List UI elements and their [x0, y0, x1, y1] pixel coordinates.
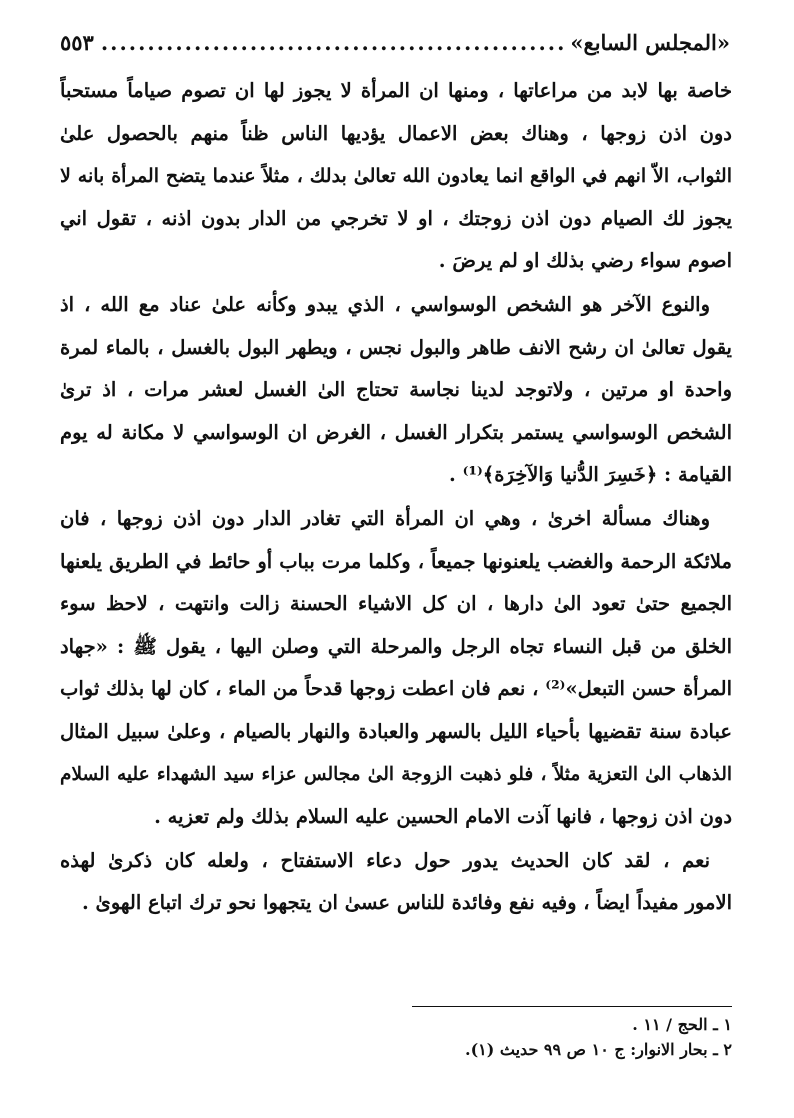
text-line: اصوم سواء رضي بذلك او لم يرضَ .	[438, 249, 732, 273]
text-line: الذهاب الىٰ التعزية مثلاً ، فلو ذهبت الزوجة الىٰ مجالس عزاء سيد الشهداء عليه السلام	[60, 763, 732, 785]
paragraph	[60, 498, 732, 839]
footnote-divider	[412, 1006, 732, 1007]
footnotes	[60, 1012, 732, 1062]
text-line: دون اذن زوجها ، وهناك بعض الاعمال يؤديها الناس ظناً منهم بالحصول علىٰ	[60, 121, 732, 145]
text-line: الشخص الوسواسي يستمر بتكرار الغسل ، الغرض ان الوسواسي لا مكانة له يوم	[60, 420, 732, 444]
running-header	[60, 30, 730, 62]
text-line: وهناك مسألة اخرىٰ ، وهي ان المرأة التي تغادر الدار دون اذن زوجها ، فان	[60, 506, 710, 530]
text-line: المرأة حسن التبعل»⁽²⁾ ، نعم فان اعطت زوجها قدحاً من الماء ، كان لها بذلك ثواب	[60, 677, 732, 701]
text-line: واحدة او مرتين ، ولاتوجد لدينا نجاسة تحتاج الىٰ الغسل لعشر مرات ، اذ ترىٰ	[60, 378, 732, 402]
chapter-title: «المجلس السابع»	[570, 30, 730, 55]
text-line: خاصة بها لابد من مراعاتها ، ومنها ان المرأة لا يجوز لها ان تصوم صياماً مستحباً	[60, 79, 732, 102]
text-line: دون اذن زوجها ، فانها آذت الامام الحسين عليه السلام بذلك ولم تعزيه .	[154, 805, 732, 829]
paragraph	[60, 840, 732, 925]
text-line: يجوز لك الصيام دون اذن زوجتك ، او لا تخرجي من الدار بدون اذنه ، تقول اني	[60, 206, 732, 230]
footnote: ٢ ـ بحار الانوار: ج ١٠ ص ٩٩ حديث (١).	[465, 1040, 732, 1059]
text-line: الخلق من قبل النساء تجاه الرجل والمرحلة التي وصلن اليها ، يقول ﷺ : «جهاد	[60, 634, 732, 658]
footnote: ١ ـ الحج / ١١ .	[632, 1015, 732, 1034]
text-line: نعم ، لقد كان الحديث يدور حول دعاء الاستفتاح ، ولعله كان ذكرىٰ لهذه	[60, 848, 710, 872]
text-line: عبادة سنة تقضيها بأحياء الليل بالسهر والعبادة والنهار بالصيام ، وعلىٰ سبيل المثال	[60, 719, 732, 743]
paragraph	[60, 70, 732, 283]
text-line: الجميع حتىٰ تعود الىٰ دارها ، ان كل الاشياء الحسنة زالت وانتهت ، لاحظ سوء	[60, 592, 732, 616]
paragraph	[60, 284, 732, 497]
text-line: القيامة : ﴿خَسِرَ الدُّنيا وَالآخِرَة﴾⁽¹⁾ .	[449, 463, 732, 487]
body-text	[60, 70, 732, 926]
text-line: والنوع الآخر هو الشخص الوسواسي ، الذي يبدو وكأنه علىٰ عناد مع الله ، اذ	[60, 292, 710, 316]
text-line: يقول تعالىٰ ان رشح الانف طاهر والبول نجس ، ويطهر البول بالغسل ، بالماء لمرة	[60, 335, 732, 359]
text-line: الامور مفيداً ايضاً ، وفيه نفع وفائدة للناس عسىٰ ان يتجهوا نحو ترك اتباع الهوىٰ .	[81, 891, 732, 915]
text-line: الثواب، الاّ انهم في الواقع انما يعادون الله تعالىٰ بدلك ، مثلاً عندما يتضح المرأة بانه لا	[60, 165, 732, 188]
dot-leader	[98, 30, 567, 55]
text-line: ملائكة الرحمة والغضب يلعنونها جميعاً ، وكلما مرت بباب أو حائط في الطريق يلعنها	[60, 549, 732, 573]
page-number: ٥٥٣	[60, 30, 94, 55]
